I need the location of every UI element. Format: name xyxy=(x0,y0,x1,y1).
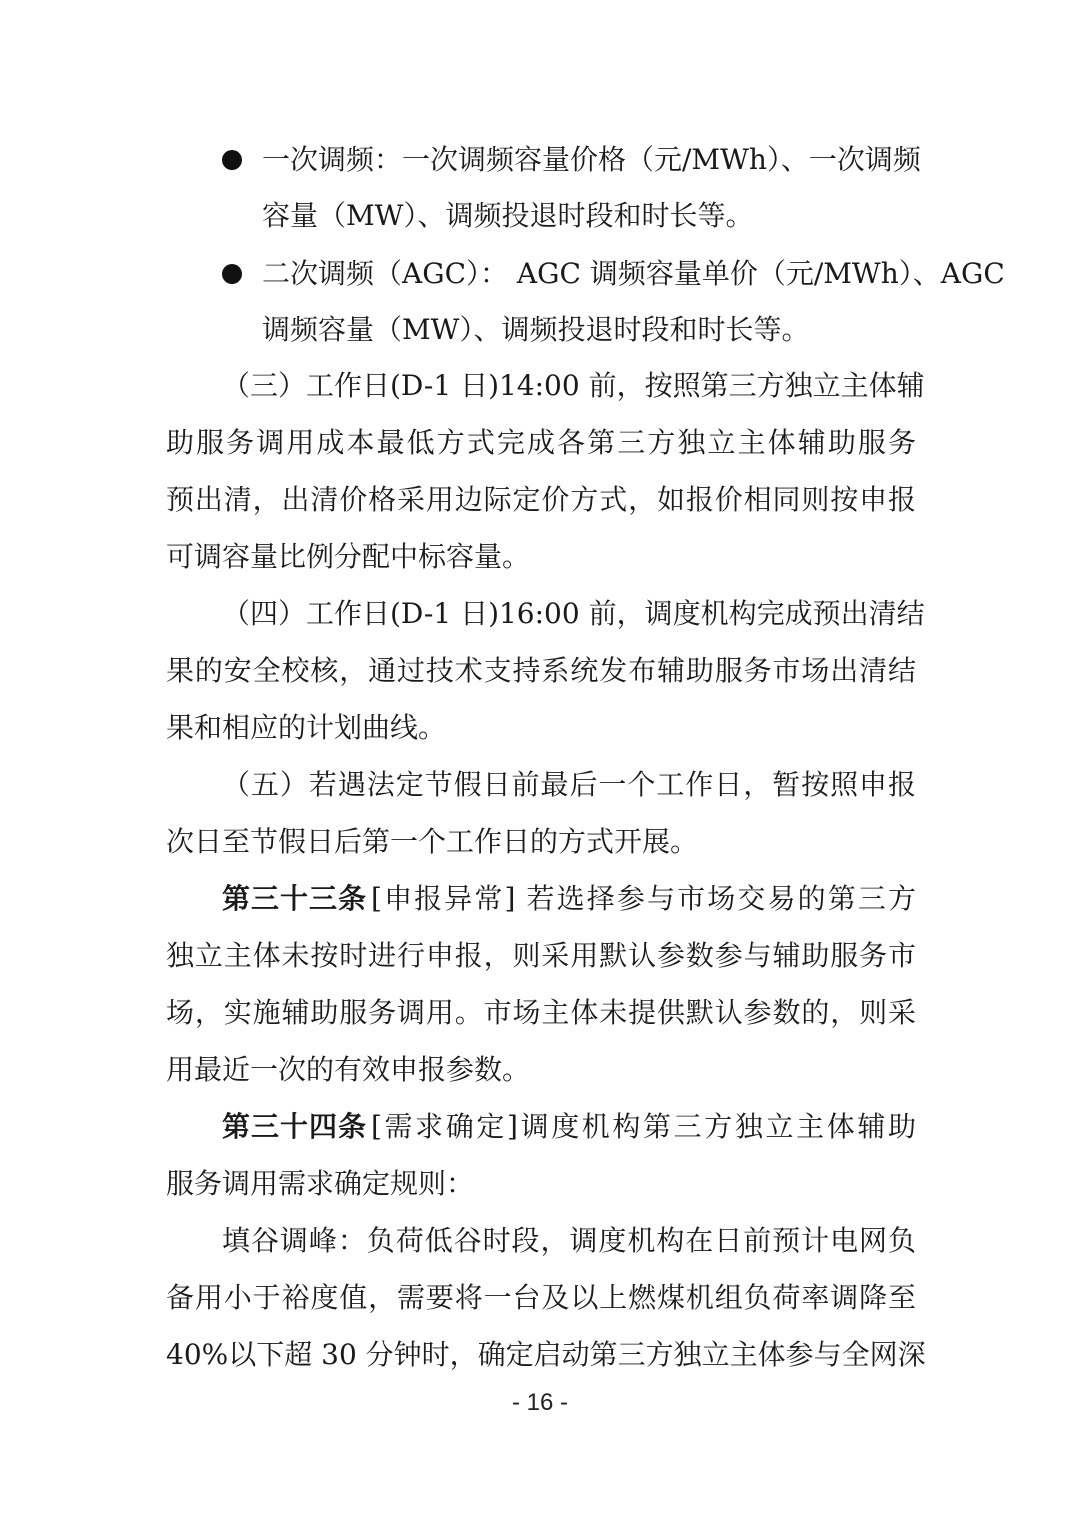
bullet-1-line-1: 一次调频：一次调频容量价格（元/MWh）、一次调频 xyxy=(262,143,921,176)
article-33-line-4: 用最近一次的有效申报参数。 xyxy=(166,1053,531,1086)
fill-valley-line-1: 填谷调峰：负荷低谷时段，调度机构在日前预计电网负 xyxy=(222,1224,916,1257)
bullet-2-line-2: 调频容量（MW）、调频投退时段和时长等。 xyxy=(262,313,810,346)
article-33-first-line-text: [申报异常] 若选择参与市场交易的第三方 xyxy=(371,882,916,915)
article-33-line-2: 独立主体未按时进行申报，则采用默认参数参与辅助服务市 xyxy=(166,939,916,972)
paragraph-3-line-1: （三）工作日(D-1 日)14:00 前，按照第三方独立主体辅 xyxy=(222,369,925,402)
article-34-heading: 第三十四条 xyxy=(222,1110,368,1143)
paragraph-3-line-3: 预出清，出清价格采用边际定价方式，如报价相同则按申报 xyxy=(166,483,916,516)
article-33-heading: 第三十三条 xyxy=(222,882,368,915)
bullet-dot xyxy=(222,264,242,284)
bullet-1-line-2: 容量（MW）、调频投退时段和时长等。 xyxy=(262,199,754,232)
paragraph-4-line-1: （四）工作日(D-1 日)16:00 前，调度机构完成预出清结 xyxy=(222,597,925,630)
article-34-first-line-text: [需求确定]调度机构第三方独立主体辅助 xyxy=(371,1110,916,1143)
paragraph-4-line-2: 果的安全校核，通过技术支持系统发布辅助服务市场出清结 xyxy=(166,654,916,687)
paragraph-4-line-3: 果和相应的计划曲线。 xyxy=(166,711,447,744)
bullet-2-line-1: 二次调频（AGC）： AGC 调频容量单价（元/MWh）、AGC xyxy=(262,257,1005,290)
article-33-line-1 xyxy=(222,879,916,919)
bullet-dot xyxy=(222,150,242,170)
fill-valley-line-3: 40%以下超 30 分钟时，确定启动第三方独立主体参与全网深 xyxy=(166,1338,926,1371)
paragraph-3-line-2: 助服务调用成本最低方式完成各第三方独立主体辅助服务 xyxy=(166,426,916,459)
fill-valley-line-2: 备用小于裕度值，需要将一台及以上燃煤机组负荷率调降至 xyxy=(166,1281,916,1314)
article-33-line-3: 场，实施辅助服务调用。市场主体未提供默认参数的，则采 xyxy=(166,996,916,1029)
article-34-line-1 xyxy=(222,1107,916,1147)
article-34-line-2: 服务调用需求确定规则： xyxy=(166,1167,475,1200)
paragraph-5-line-1: （五）若遇法定节假日前最后一个工作日，暂按照申报 xyxy=(222,768,916,801)
paragraph-5-line-2: 次日至节假日后第一个工作日的方式开展。 xyxy=(166,825,699,858)
page-number: - 16 - xyxy=(511,1389,568,1416)
paragraph-3-line-4: 可调容量比例分配中标容量。 xyxy=(166,540,531,573)
